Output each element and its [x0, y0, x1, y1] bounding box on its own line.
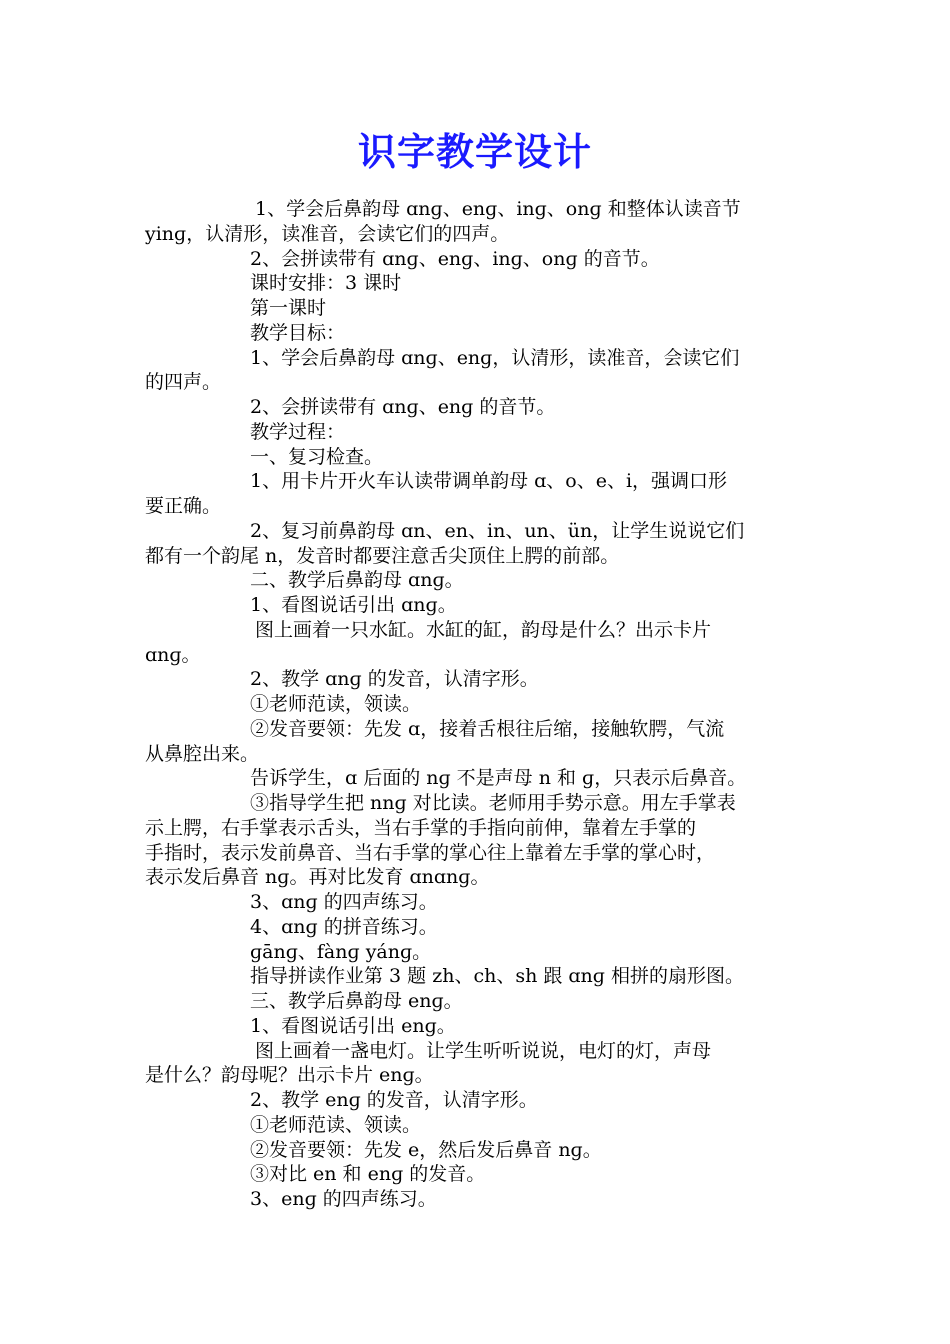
paragraph-line: 三、教学后鼻韵母 enɡ。	[250, 990, 463, 1012]
paragraph-line: ɡānɡ、fànɡ yánɡ。	[250, 940, 432, 963]
paragraph-line: 2、教学 enɡ 的发音，认清字形。	[250, 1089, 538, 1111]
paragraph-line: 表示发后鼻音 nɡ。再对比发育 ɑnɑnɡ。	[145, 866, 490, 889]
paragraph-line: ①老师范读，领读。	[250, 693, 422, 715]
paragraph-line: 二、教学后鼻韵母 ɑnɡ。	[250, 569, 464, 592]
paragraph-line: ③指导学生把 nnɡ 对比读。老师用手势示意。用左手掌表	[250, 792, 736, 814]
paragraph-line: 图上画着一盏电灯。让学生听听说说，电灯的灯，声母	[255, 1039, 712, 1062]
paragraph-line: 2、会拼读带有 ɑnɡ、enɡ 的音节。	[250, 396, 556, 418]
paragraph-line: 都有一个韵尾 n，发音时都要注意舌尖顶住上腭的前部。	[145, 544, 620, 567]
paragraph-line: 指导拼读作业第 3 题 zh、ch、sh 跟 ɑnɡ 相拼的扇形图。	[250, 965, 745, 988]
paragraph-line: ②发音要领：先发 e，然后发后鼻音 nɡ。	[250, 1138, 602, 1161]
paragraph-line: 1、看图说话引出 enɡ。	[250, 1014, 456, 1037]
paragraph-line: 示上腭，右手掌表示舌头，当右手掌的手指向前伸，靠着左手掌的	[145, 816, 697, 839]
paragraph-line: 1、看图说话引出 ɑnɡ。	[250, 594, 457, 616]
paragraph-line: 从鼻腔出来。	[145, 742, 260, 765]
paragraph-line: 3、enɡ 的四声练习。	[250, 1188, 437, 1210]
paragraph-line: 2、教学 ɑnɡ 的发音，认清字形。	[250, 668, 539, 691]
paragraph-line: 4、ɑnɡ 的拼音练习。	[250, 915, 438, 938]
paragraph-line: ③对比 en 和 enɡ 的发音。	[250, 1163, 486, 1186]
paragraph-line: 教学目标：	[250, 321, 346, 344]
paragraph-line: 第一课时	[250, 297, 327, 319]
paragraph-line: 的四声。	[145, 371, 222, 394]
paragraph-line: 1、学会后鼻韵母 ɑnɡ、enɡ，认清形，读准音，会读它们	[250, 346, 740, 369]
paragraph-line: 2、会拼读带有 ɑnɡ、enɡ、inɡ、onɡ 的音节。	[250, 247, 660, 270]
document-body	[145, 197, 810, 1212]
paragraph-line: 3、ɑnɡ 的四声练习。	[250, 891, 438, 913]
paragraph-line: 2、复习前鼻韵母 ɑn、en、in、un、ün，让学生说说它们	[250, 519, 745, 542]
paragraph-line: 1、用卡片开火车认读带调单韵母 ɑ、o、e、i，强调口形	[250, 470, 728, 493]
paragraph-line: 教学过程：	[250, 420, 346, 443]
paragraph-line: 课时安排：3 课时	[250, 272, 402, 295]
document-title: 识字教学设计	[357, 130, 592, 174]
paragraph-line: ɑnɡ。	[145, 643, 201, 666]
paragraph-line: 手指时，表示发前鼻音、当右手掌的掌心往上靠着左手掌的掌心时，	[145, 841, 716, 864]
paragraph-line: ①老师范读、领读。	[250, 1113, 422, 1136]
paragraph-line: 要正确。	[145, 495, 222, 517]
paragraph-line: 图上画着一只水缸。水缸的缸，韵母是什么？出示卡片	[255, 618, 712, 641]
paragraph-line: 告诉学生，ɑ 后面的 nɡ 不是声母 n 和 ɡ，只表示后鼻音。	[250, 767, 747, 790]
paragraph-line: 1、学会后鼻韵母 ɑnɡ、enɡ、inɡ、onɡ 和整体认读音节	[255, 198, 741, 220]
paragraph-line: yinɡ，认清形，读准音，会读它们的四声。	[145, 222, 510, 245]
paragraph-line: ②发音要领：先发 ɑ，接着舌根往后缩，接触软腭，气流	[250, 717, 725, 740]
paragraph-line: 一、复习检查。	[250, 445, 384, 468]
paragraph-line: 是什么？韵母呢？出示卡片 enɡ。	[145, 1064, 434, 1087]
